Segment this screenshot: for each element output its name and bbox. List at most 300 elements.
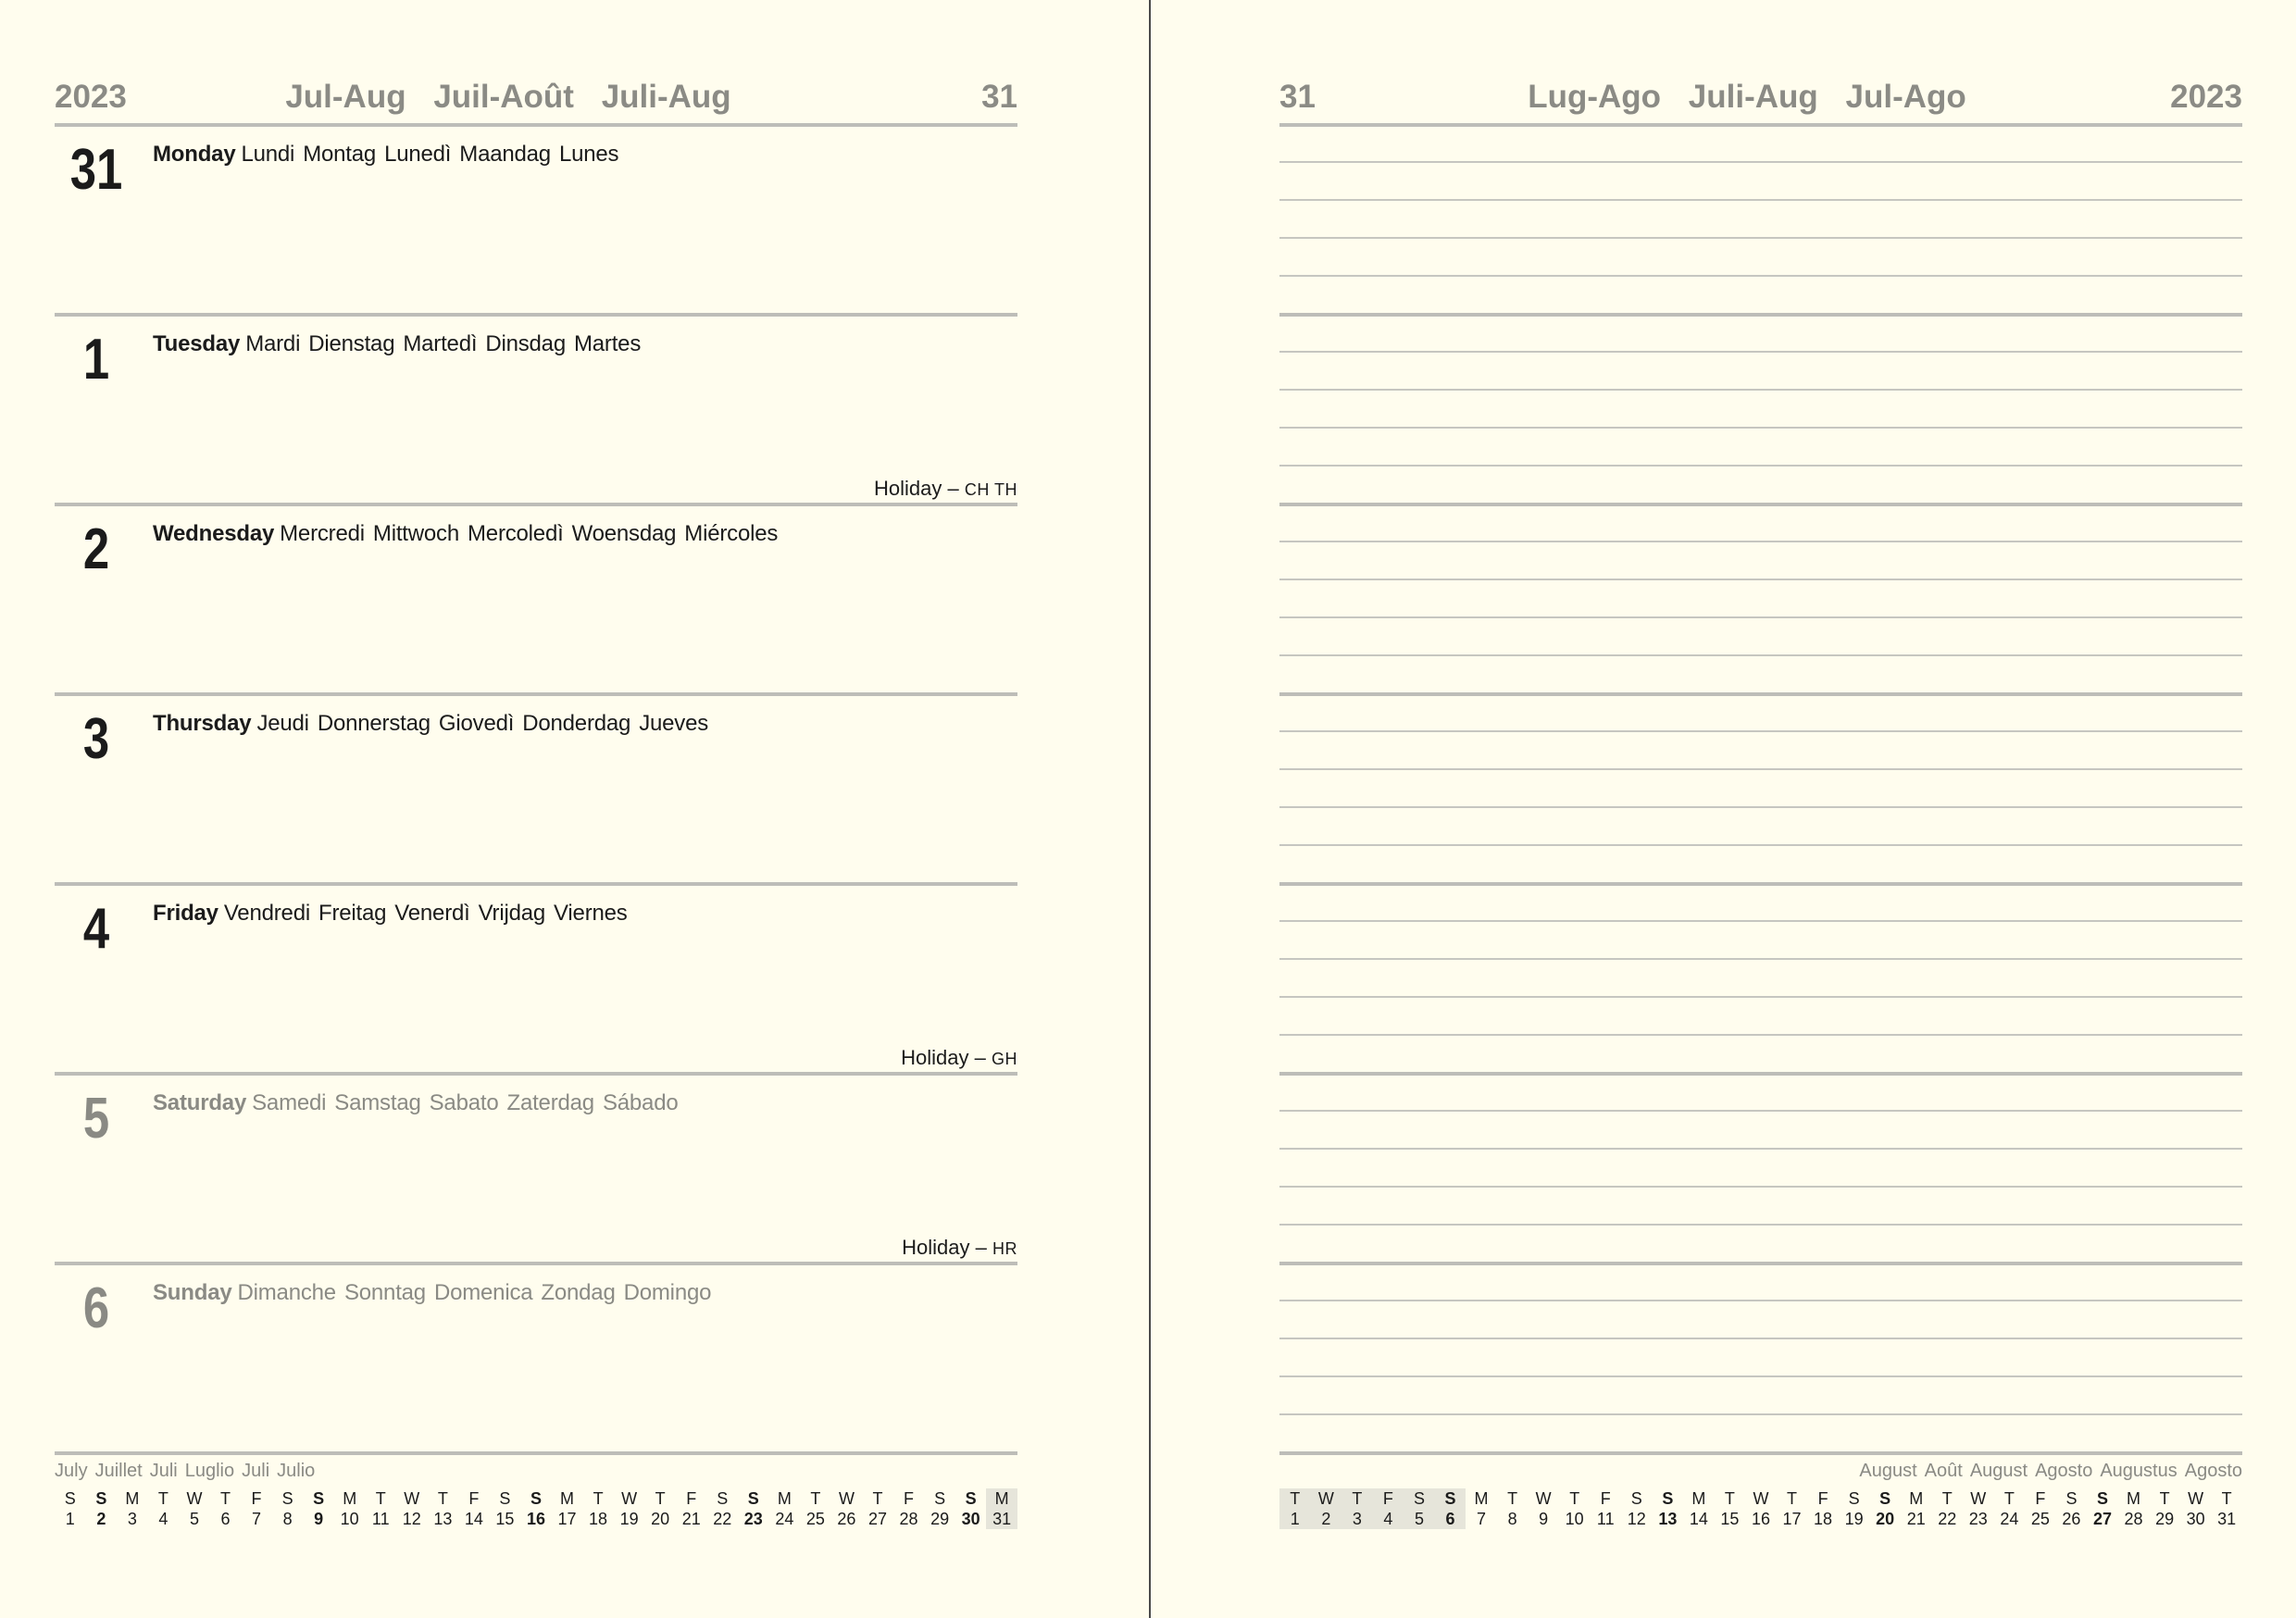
holiday-note [902,1236,1017,1260]
date-number: 23 [743,1510,763,1528]
weekday-letter: T [2221,1489,2232,1508]
date-number: 14 [1689,1510,1708,1528]
mini-calendar-day [210,1488,242,1529]
day-name-en: Wednesday [153,521,275,546]
date-number: 31 [2217,1510,2237,1528]
ruled-line [1279,1110,2242,1112]
ruled-line [1279,1375,2242,1377]
day-name-translation: Mercoledì [468,521,564,546]
date-number: 30 [2186,1510,2205,1528]
mini-calendar-day [2025,1488,2056,1529]
month-name: Julio [277,1461,316,1481]
day-name-translation: Martes [573,331,642,356]
day-name-translation: Jueves [639,711,709,736]
day-name-translations [256,711,717,736]
date-number: 8 [1507,1510,1517,1528]
weekday-letter: F [1600,1489,1611,1508]
weekday-letter: T [157,1489,168,1508]
month-name: August [1969,1461,2028,1481]
day-name-translation: Dimanche [237,1280,336,1305]
holiday-note [874,477,1017,501]
mini-calendar-day [1745,1488,1777,1529]
ruled-line [1279,351,2242,353]
mini-calendar-day [2118,1488,2150,1529]
mini-calendar-day [1653,1488,1684,1529]
weekday-letter: S [934,1489,946,1508]
mini-calendar-day [614,1488,645,1529]
day-name-translation: Martedì [403,331,478,356]
day-name-translation: Mittwoch [372,521,459,546]
ruled-line [1279,541,2242,542]
date-number: 16 [1751,1510,1770,1528]
day-name-translation: Montag [303,142,377,167]
header-month-en: Jul-Aug [285,79,406,115]
weekday-letter: T [2003,1489,2015,1508]
weekday-letter: T [2159,1489,2170,1508]
date-number: 22 [1938,1510,1957,1528]
day-name-translations [252,1090,686,1115]
day-names [153,1090,687,1116]
header-month-fr: Juil-Août [433,79,574,115]
day-number: 1 [82,328,110,392]
ruled-line [1279,1186,2242,1188]
month-name: July [55,1461,88,1481]
mini-calendar-july [55,1461,1017,1529]
ruled-line [1279,427,2242,429]
date-number: 4 [1383,1510,1393,1528]
mini-calendar-day [1497,1488,1529,1529]
day-name-translation: Samedi [252,1090,327,1115]
day-names [153,1280,719,1306]
month-name: Juli [242,1461,270,1481]
header-week-number: 31 [981,79,1017,115]
header-year: 2023 [55,79,127,115]
ruled-line [1279,1413,2242,1415]
weekday-letter: W [1317,1489,1334,1508]
weekday-letter: T [220,1489,231,1508]
day-name-translation: Miércoles [684,521,779,546]
mini-calendar-day [769,1488,801,1529]
month-name: Luglio [184,1461,235,1481]
mini-calendar-day [117,1488,148,1529]
header-month-it: Lug-Ago [1528,79,1662,115]
day-name-translation: Sábado [602,1090,679,1115]
date-number: 9 [1539,1510,1549,1528]
mini-calendar-day [334,1488,366,1529]
date-number: 3 [1352,1510,1362,1528]
ruled-line [1279,313,2242,317]
date-number: 3 [127,1510,137,1528]
weekday-letter: M [2127,1489,2141,1508]
day-name-translation: Samstag [334,1090,421,1115]
weekday-letter: F [468,1489,480,1508]
mini-calendar-day [520,1488,552,1529]
mini-calendar-day [1404,1488,1435,1529]
day-number: 4 [82,897,110,961]
mini-calendar-day [1466,1488,1497,1529]
weekday-letter: M [777,1489,792,1508]
day-name-translations [280,521,786,546]
mini-calendar-month-names [1279,1461,2242,1485]
weekday-letter: F [251,1489,262,1508]
mini-calendar-day [458,1488,490,1529]
mini-calendar-day [738,1488,769,1529]
date-number: 7 [1477,1510,1487,1528]
date-number: 10 [340,1510,359,1528]
mini-calendar-august [1279,1461,2242,1529]
day-name-translation: Dienstag [308,331,395,356]
weekday-letter: S [747,1489,759,1508]
weekday-letter: W [2188,1489,2204,1508]
weekday-letter: W [1535,1489,1552,1508]
day-name-translations [237,1280,719,1305]
mini-calendar-day [365,1488,396,1529]
header-month-nl: Juli-Aug [1688,79,1818,115]
date-number: 4 [158,1510,168,1528]
mini-calendar-day [428,1488,459,1529]
header-month-de: Juli-Aug [601,79,731,115]
date-number: 1 [65,1510,75,1528]
date-number: 8 [282,1510,293,1528]
mini-calendar-day [1777,1488,1808,1529]
weekday-letter: T [1787,1489,1798,1508]
weekday-letter: W [186,1489,203,1508]
mini-calendar-day [955,1488,987,1529]
weekday-letter: F [1817,1489,1828,1508]
right-page [1279,0,2242,1618]
weekday-letter: T [1941,1489,1953,1508]
weekday-letter: S [530,1489,542,1508]
weekday-letter: S [1413,1489,1425,1508]
day-block [55,506,1017,696]
weekday-letter: S [1630,1489,1642,1508]
mini-calendar-day [986,1488,1017,1529]
mini-calendar-day [1901,1488,1932,1529]
mini-calendar-day [1839,1488,1870,1529]
date-number: 19 [619,1510,639,1528]
date-number: 21 [1906,1510,1926,1528]
day-names [153,331,649,357]
date-number: 10 [1565,1510,1584,1528]
date-number: 26 [837,1510,856,1528]
mini-calendar-day [1590,1488,1621,1529]
date-number: 9 [314,1510,324,1528]
day-name-translation: Vendredi [223,901,310,926]
right-page-header [1279,76,2242,118]
weekday-letter: W [1753,1489,1769,1508]
ruled-line [1279,882,2242,886]
date-number: 7 [252,1510,262,1528]
ruled-line [1279,161,2242,163]
header-months [27,76,990,118]
weekday-letter: M [1691,1489,1706,1508]
mini-calendar-day [582,1488,614,1529]
day-name-en: Thursday [153,711,252,736]
day-number: 3 [82,707,110,771]
weekday-letter: S [2065,1489,2078,1508]
date-number: 20 [651,1510,670,1528]
mini-calendar-day [179,1488,210,1529]
ruled-line [1279,920,2242,922]
date-number: 2 [96,1510,106,1528]
mini-calendar-day [676,1488,707,1529]
mini-calendar-grid [55,1488,1017,1529]
day-block [55,1265,1017,1455]
weekday-letter: W [1970,1489,1987,1508]
month-name: August [1859,1461,1917,1481]
mini-calendar-day [800,1488,831,1529]
holiday-country-codes: GH [992,1050,1017,1068]
date-number: 24 [2000,1510,2019,1528]
holiday-country-codes: HR [992,1239,1017,1258]
weekday-letter: S [1662,1489,1674,1508]
book-spine [1149,0,1151,1618]
date-number: 13 [1658,1510,1678,1528]
mini-calendar-day [1931,1488,1963,1529]
day-name-en: Sunday [153,1280,232,1305]
holiday-label: Holiday – [873,477,959,500]
day-name-translation: Woensdag [571,521,677,546]
day-name-translation: Mardi [245,331,301,356]
weekday-letter: W [838,1489,855,1508]
header-rule [1279,123,2242,127]
ruled-line [1279,844,2242,846]
date-number: 17 [1782,1510,1802,1528]
date-number: 12 [1627,1510,1646,1528]
mini-calendar-day [396,1488,428,1529]
date-number: 13 [433,1510,453,1528]
day-name-translation: Venerdì [394,901,470,926]
day-names [153,711,717,737]
mini-calendar-day [1963,1488,1994,1529]
mini-calendar-day [241,1488,272,1529]
day-number: 31 [69,138,123,202]
ruled-line [1279,465,2242,467]
day-names [153,142,627,168]
mini-calendar-day [2087,1488,2118,1529]
ruled-line [1279,1451,2242,1455]
month-name: Augustus [2100,1461,2177,1481]
date-number: 22 [713,1510,732,1528]
mini-calendar-day [1373,1488,1404,1529]
day-name-translations [245,331,649,356]
date-number: 21 [681,1510,701,1528]
date-number: 15 [495,1510,515,1528]
date-number: 29 [930,1510,950,1528]
date-number: 12 [402,1510,421,1528]
ruled-line [1279,996,2242,998]
mini-calendar-day [1683,1488,1715,1529]
date-number: 11 [371,1510,390,1528]
day-names [153,901,636,927]
ruled-line [1279,1224,2242,1226]
weekday-letter: S [499,1489,511,1508]
mini-calendar-day [86,1488,118,1529]
day-name-translation: Giovedì [438,711,515,736]
day-name-translation: Zondag [541,1280,616,1305]
day-name-translation: Donderdag [522,711,631,736]
weekday-letter: T [810,1489,821,1508]
mini-calendar-day [1528,1488,1559,1529]
mini-calendar-day [862,1488,893,1529]
date-number: 18 [589,1510,608,1528]
weekday-letter: F [686,1489,697,1508]
month-name: Agosto [2184,1461,2242,1481]
date-number: 17 [557,1510,577,1528]
ruled-line [1279,654,2242,656]
ruled-line [1279,958,2242,960]
weekday-letter: T [375,1489,386,1508]
day-name-en: Tuesday [153,331,241,356]
ruled-line [1279,237,2242,239]
mini-calendar-day [2056,1488,2088,1529]
day-name-translation: Freitag [318,901,387,926]
header-months [1266,76,2228,118]
mini-calendar-grid [1279,1488,2242,1529]
date-number: 16 [526,1510,545,1528]
day-name-translation: Zaterdag [506,1090,594,1115]
weekday-letter: S [281,1489,293,1508]
weekday-letter: M [343,1489,357,1508]
ruled-line [1279,1148,2242,1150]
weekday-letter: S [2096,1489,2108,1508]
mini-calendar-day [148,1488,180,1529]
mini-calendar-month-names [55,1461,1017,1485]
month-name: Août [1924,1461,1963,1481]
weekday-letter: T [593,1489,604,1508]
weekday-letter: T [1507,1489,1518,1508]
mini-calendar-day [893,1488,925,1529]
mini-calendar-day [303,1488,334,1529]
header-week-number: 31 [1279,79,1316,115]
weekday-letter: W [404,1489,420,1508]
holiday-label: Holiday – [901,1046,986,1069]
weekday-letter: T [437,1489,448,1508]
date-number: 6 [220,1510,231,1528]
day-block [55,696,1017,886]
day-number: 5 [82,1087,110,1151]
month-name: Agosto [2035,1461,2093,1481]
date-number: 29 [2155,1510,2175,1528]
date-number: 27 [867,1510,887,1528]
day-names [153,521,786,547]
day-name-translation: Mercredi [280,521,365,546]
header-month-es: Jul-Ago [1845,79,1966,115]
mini-calendar-day [2180,1488,2212,1529]
day-name-translation: Vrijdag [478,901,546,926]
date-number: 25 [2030,1510,2050,1528]
date-number: 5 [189,1510,199,1528]
ruled-line [1279,199,2242,201]
day-name-translation: Domenica [433,1280,533,1305]
holiday-note [901,1046,1017,1070]
mini-calendar-day [924,1488,955,1529]
left-page-header [55,76,1017,118]
date-number: 31 [992,1510,1012,1528]
day-block [55,317,1017,506]
mini-calendar-day [644,1488,676,1529]
holiday-country-codes: CH TH [964,480,1017,499]
weekday-letter: S [1879,1489,1891,1508]
date-number: 30 [961,1510,980,1528]
date-number: 6 [1445,1510,1455,1528]
mini-calendar-day [2149,1488,2180,1529]
day-name-en: Monday [153,142,236,167]
date-number: 1 [1290,1510,1300,1528]
weekday-letter: T [1724,1489,1735,1508]
month-name: Juli [149,1461,178,1481]
date-number: 25 [805,1510,825,1528]
day-name-translation: Maandag [459,142,551,167]
day-number: 6 [82,1276,110,1340]
date-number: 19 [1844,1510,1864,1528]
ruled-line [1279,1034,2242,1036]
ruled-line [1279,503,2242,506]
month-name: Juillet [94,1461,143,1481]
weekday-letter: M [1474,1489,1489,1508]
weekday-letter: T [1352,1489,1363,1508]
weekday-letter: S [95,1489,107,1508]
day-name-translation: Jeudi [256,711,309,736]
ruled-line [1279,616,2242,618]
mini-calendar-day [1715,1488,1746,1529]
day-block [55,886,1017,1076]
mini-calendar-day [1869,1488,1901,1529]
ruled-line [1279,579,2242,580]
day-name-translation: Lunes [558,142,619,167]
day-name-en: Friday [153,901,218,926]
day-name-translation: Donnerstag [317,711,430,736]
mini-calendar-day [706,1488,738,1529]
mini-calendar-day [272,1488,304,1529]
day-block [55,1076,1017,1265]
weekday-letter: F [904,1489,915,1508]
day-name-translation: Lundi [241,142,295,167]
weekday-letter: M [994,1489,1009,1508]
weekday-letter: T [655,1489,666,1508]
weekday-letter: S [313,1489,325,1508]
date-number: 11 [1596,1510,1615,1528]
mini-calendar-day [55,1488,86,1529]
date-number: 28 [899,1510,918,1528]
mini-calendar-day [1994,1488,2026,1529]
weekday-letter: T [1290,1489,1301,1508]
ruled-line [1279,1338,2242,1339]
weekday-letter: S [64,1489,76,1508]
mini-calendar-day [1621,1488,1653,1529]
weekday-letter: F [2035,1489,2046,1508]
weekday-letter: M [125,1489,140,1508]
day-name-translation: Lunedì [384,142,452,167]
ruled-line [1279,1072,2242,1076]
mini-calendar-day [1807,1488,1839,1529]
left-page [55,0,1017,1618]
mini-calendar-day [831,1488,863,1529]
date-number: 26 [2062,1510,2081,1528]
weekday-letter: T [1569,1489,1580,1508]
ruled-line [1279,768,2242,770]
ruled-line [1279,692,2242,696]
mini-calendar-day [1311,1488,1342,1529]
holiday-label: Holiday – [902,1236,987,1259]
weekday-letter: W [621,1489,638,1508]
day-separator [55,1451,1017,1455]
weekday-letter: F [1382,1489,1393,1508]
date-number: 20 [1876,1510,1895,1528]
mini-calendar-day [1435,1488,1466,1529]
day-name-translation: Viernes [554,901,628,926]
date-number: 28 [2124,1510,2143,1528]
